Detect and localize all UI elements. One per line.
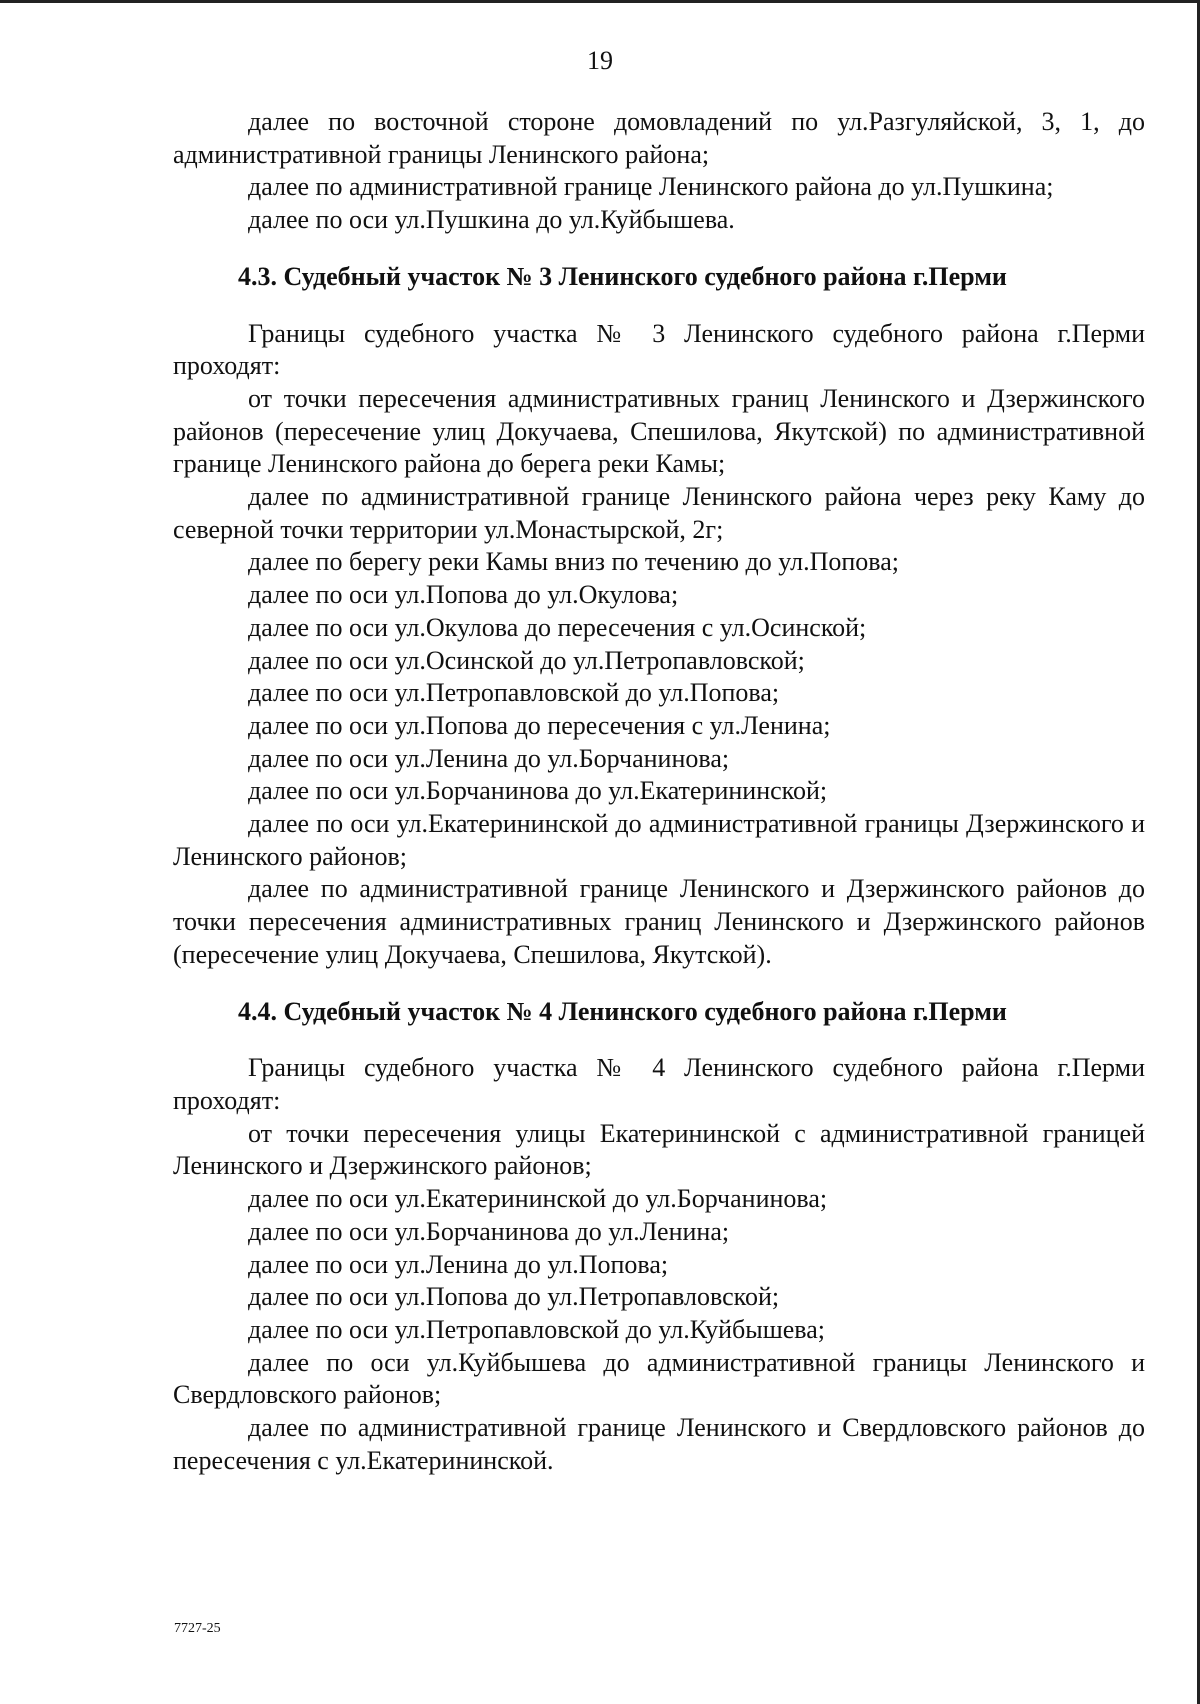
paragraph: далее по берегу реки Камы вниз по течению до ул.Попова; (248, 547, 900, 577)
section-heading-4-4: 4.4. Судебный участок № 4 Ленинского судебного района г.Перми (238, 996, 1007, 1026)
paragraph: далее по оси ул.Петропавловской до ул.Попова; (248, 678, 780, 708)
paragraph: далее по оси ул.Екатерининской до административной границы Дзержинского и Ленинского районов; (173, 809, 1145, 871)
paragraph: далее по оси ул.Пушкина до ул.Куйбышева. (248, 205, 735, 235)
paragraph: далее по оси ул.Ленина до ул.Борчанинова; (248, 743, 730, 773)
paragraph: далее по оси ул.Ленина до ул.Попова; (248, 1249, 669, 1279)
paragraph: далее по административной границе Ленинского и Свердловского районов до пересечения с ул.Екатерининской. (173, 1413, 1145, 1475)
page-number: 19 (587, 46, 613, 75)
paragraph: далее по оси ул.Екатерининской до ул.Борчанинова; (248, 1184, 828, 1214)
scan-border-top (0, 0, 1200, 3)
paragraph: далее по оси ул.Куйбышева до административной границы Ленинского и Свердловского районов; (173, 1347, 1145, 1410)
paragraph: от точки пересечения административных границ Ленинского и Дзержинского районов (пересечение улиц Докучаева, Спешилова, Якутской) по административной границе Ленинского района до берега реки Камы; (173, 383, 1145, 479)
paragraph: далее по оси ул.Попова до ул.Окулова; (248, 580, 679, 610)
paragraph: Границы судебного участка № 4 Ленинского судебного района г.Перми проходят: (173, 1053, 1145, 1115)
document-code: 7727-25 (174, 1621, 221, 1636)
document-body (173, 106, 1145, 1477)
section-heading-4-3: 4.3. Судебный участок № 3 Ленинского судебного района г.Перми (238, 261, 1007, 291)
paragraph: далее по административной границе Ленинского и Дзержинского районов до точки пересечения административных границ Ленинского и Дзержинского районов (пересечение улиц Докучаева, Спешилова, Якутской). (173, 874, 1145, 969)
paragraph: далее по оси ул.Попова до ул.Петропавловской; (248, 1282, 780, 1312)
paragraph: далее по оси ул.Окулова до пересечения с ул.Осинской; (248, 612, 867, 642)
paragraph: далее по оси ул.Попова до пересечения с ул.Ленина; (248, 710, 831, 740)
paragraph: Границы судебного участка № 3 Ленинского судебного района г.Перми проходят: (173, 318, 1145, 381)
paragraph: далее по оси ул.Осинской до ул.Петропавловской; (248, 645, 805, 675)
paragraph: далее по оси ул.Петропавловской до ул.Куйбышева; (248, 1314, 825, 1344)
paragraph: далее по оси ул.Борчанинова до ул.Ленина; (248, 1216, 730, 1246)
paragraph: далее по оси ул.Борчанинова до ул.Екатерининской; (248, 776, 828, 806)
paragraph: далее по восточной стороне домовладений по ул.Разгуляйской, 3, 1, до административной границы Ленинского района; (173, 107, 1145, 169)
paragraph: от точки пересечения улицы Екатерининской с административной границей Ленинского и Дзержинского районов; (173, 1118, 1145, 1181)
paragraph: далее по административной границе Ленинского района через реку Каму до северной точки территории ул.Монастырской, 2г; (173, 482, 1145, 544)
paragraph: далее по административной границе Ленинского района до ул.Пушкина; (248, 172, 1054, 202)
